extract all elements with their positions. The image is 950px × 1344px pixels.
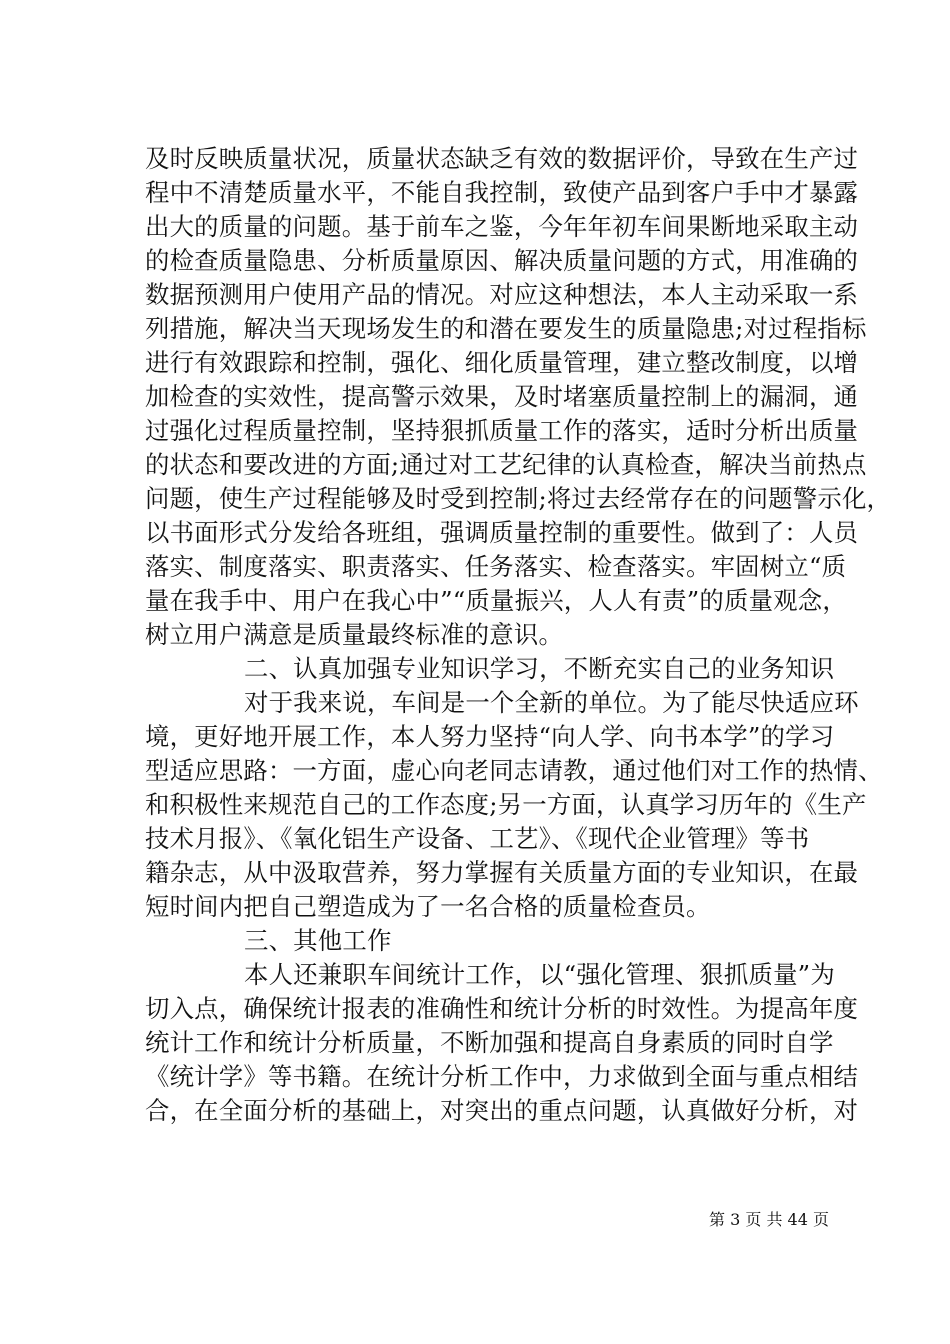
body-line-14: 量在我手中、用户在我心中”“质量振兴，人人有责”的质量观念， bbox=[145, 586, 847, 615]
body-line-15: 树立用户满意是质量最终标准的意识。 bbox=[145, 620, 564, 649]
body-line-2: 程中不清楚质量水平，不能自我控制，致使产品到客户手中才暴露 bbox=[145, 178, 859, 207]
body-line-29: 合，在全面分析的基础上，对突出的重点问题，认真做好分析，对 bbox=[145, 1096, 859, 1125]
body-line-9: 过强化过程质量控制，坚持狠抓质量工作的落实，适时分析出质量 bbox=[145, 416, 859, 445]
body-line-12: 以书面形式分发给各班组，强调质量控制的重要性。做到了：人员 bbox=[145, 518, 859, 547]
body-line-7: 进行有效跟踪和控制，强化、细化质量管理，建立整改制度，以增 bbox=[145, 348, 859, 377]
body-line-22: 籍杂志，从中汲取营养，努力掌握有关质量方面的专业知识，在最 bbox=[145, 858, 859, 887]
body-line-13: 落实、制度落实、职责落实、任务落实、检查落实。牢固树立“质 bbox=[145, 552, 847, 581]
body-line-28: 《统计学》等书籍。在统计分析工作中，力求做到全面与重点相结 bbox=[145, 1062, 859, 1091]
body-line-4: 的检查质量隐患、分析质量原因、解决质量问题的方式，用准确的 bbox=[145, 246, 859, 275]
section-heading-2: 二、认真加强专业知识学习，不断充实自己的业务知识 bbox=[244, 654, 835, 683]
section-heading-3: 三、其他工作 bbox=[244, 926, 392, 955]
body-line-23: 短时间内把自己塑造成为了一名合格的质量检查员。 bbox=[145, 892, 711, 921]
body-line-11: 问题，使生产过程能够及时受到控制;将过去经常存在的问题警示化， bbox=[145, 484, 892, 513]
body-line-19: 型适应思路：一方面，虚心向老同志请教，通过他们对工作的热情、 bbox=[145, 756, 883, 785]
body-line-8: 加检查的实效性，提高警示效果，及时堵塞质量控制上的漏洞，通 bbox=[145, 382, 859, 411]
body-line-3: 出大的质量的问题。基于前车之鉴，今年年初车间果断地采取主动 bbox=[145, 212, 859, 241]
body-line-5: 数据预测用户使用产品的情况。对应这种想法，本人主动采取一系 bbox=[145, 280, 859, 309]
body-line-10: 的状态和要改进的方面;通过对工艺纪律的认真检查，解决当前热点 bbox=[145, 450, 867, 479]
body-line-26: 切入点，确保统计报表的准确性和统计分析的时效性。为提高年度 bbox=[145, 994, 859, 1023]
paragraph-2-first-line: 对于我来说，车间是一个全新的单位。为了能尽快适应环 bbox=[244, 688, 859, 717]
body-line-18: 境，更好地开展工作，本人努力坚持“向人学、向书本学”的学习 bbox=[145, 722, 835, 751]
body-line-27: 统计工作和统计分析质量，不断加强和提高自身素质的同时自学 bbox=[145, 1028, 834, 1057]
body-line-20: 和积极性来规范自己的工作态度;另一方面，认真学习历年的《生产 bbox=[145, 790, 867, 819]
body-line-1: 及时反映质量状况，质量状态缺乏有效的数据评价，导致在生产过 bbox=[145, 144, 859, 173]
body-line-21: 技术月报》、《氧化铝生产设备、工艺》、《现代企业管理》等书 bbox=[145, 824, 810, 853]
paragraph-3-first-line: 本人还兼职车间统计工作，以“强化管理、狠抓质量”为 bbox=[244, 960, 835, 989]
page-number-footer: 第 3 页 共 44 页 bbox=[709, 1210, 829, 1229]
body-line-6: 列措施，解决当天现场发生的和潜在要发生的质量隐患;对过程指标 bbox=[145, 314, 867, 343]
